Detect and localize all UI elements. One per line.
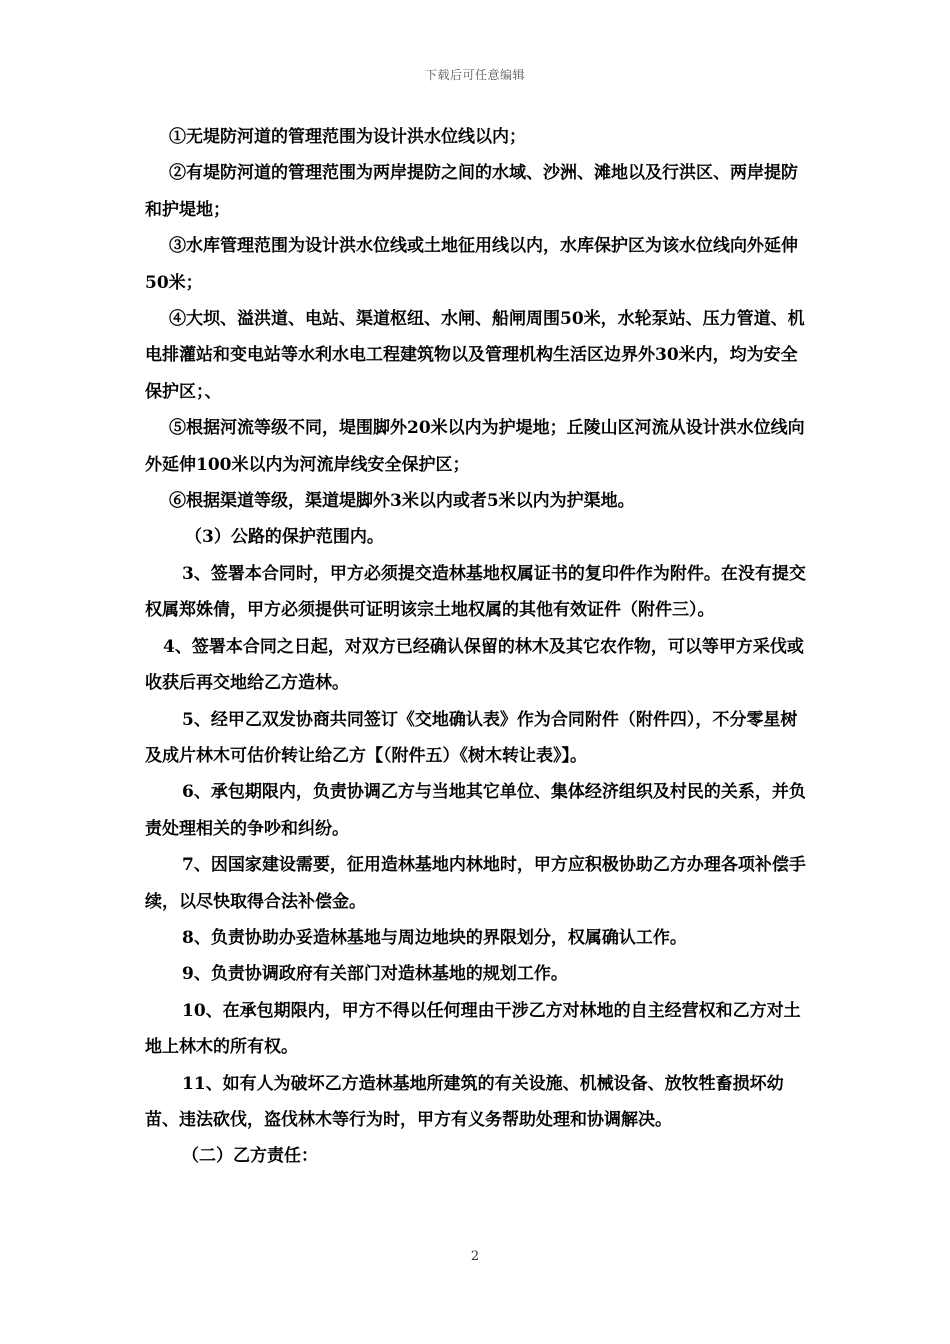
paragraph: 8、负责协助办妥造林基地与周边地块的界限划分，权属确认工作。 xyxy=(182,927,687,948)
paragraph: ⑤根据河流等级不同，堤围脚外20米以内为护堤地；丘陵山区河流从设计洪水位线向外延伸100米以内为河流岸线安全保护区； xyxy=(145,418,805,475)
paragraph: ②有堤防河道的管理范围为两岸提防之间的水域、沙洲、滩地以及行洪区、两岸提防和护堤地； xyxy=(145,163,798,220)
paragraph: （二）乙方责任： xyxy=(182,1146,318,1167)
paragraph: （3）公路的保护范围内。 xyxy=(185,527,384,548)
paragraph: 7、因国家建设需要，征用造林基地内林地时，甲方应积极协助乙方办理各项补偿手续，以尽快取得合法补偿金。 xyxy=(145,855,806,912)
paragraph: ⑥根据渠道等级，渠道堤脚外3米以内或者5米以内为护渠地。 xyxy=(169,491,635,512)
paragraph: ④大坝、溢洪道、电站、渠道枢纽、水闸、船闸周围50米，水轮泵站、压力管道、机电排灌站和变电站等水利水电工程建筑物以及管理机构生活区边界外30米内，均为安全保护区；、 xyxy=(145,309,805,402)
page-number: 2 xyxy=(470,1249,480,1264)
paragraph: 10、在承包期限内，甲方不得以任何理由干涉乙方对林地的自主经营权和乙方对土地上林木的所有权。 xyxy=(145,1000,801,1058)
paragraph: ③水库管理范围为设计洪水位线或土地征用线以内，水库保护区为该水位线向外延伸50米； xyxy=(145,236,798,293)
paragraph: 9、负责协调政府有关部门对造林基地的规划工作。 xyxy=(182,964,568,985)
page-header-note: 下载后可任意编辑 xyxy=(424,68,525,82)
document-body xyxy=(145,119,809,1175)
paragraph: 5、经甲乙双发协商共同签订《交地确认表》作为合同附件（附件四），不分零星树及成片林木可估价转让给乙方【（附件五）《树木转让表》】。 xyxy=(145,709,798,766)
paragraph: 6、承包期限内，负责协调乙方与当地其它单位、集体经济组织及村民的关系，并负责处理相关的争吵和纠纷。 xyxy=(145,782,806,839)
paragraph: ①无堤防河道的管理范围为设计洪水位线以内； xyxy=(169,127,526,147)
paragraph: 4、签署本合同之日起，对双方已经确认保留的林木及其它农作物，可以等甲方采伐或收获后再交地给乙方造林。 xyxy=(145,636,804,694)
paragraph: 11、如有人为破坏乙方造林基地所建筑的有关设施、机械设备、放牧牲畜损坏幼苗、违法砍伐，盗伐林木等行为时，甲方有义务帮助处理和协调解决。 xyxy=(145,1073,784,1130)
paragraph: 3、签署本合同时，甲方必须提交造林基地权属证书的复印件作为附件。在没有提交权属郑姝倩，甲方必须提供可证明该宗土地权属的其他有效证件（附件三）。 xyxy=(145,563,806,621)
